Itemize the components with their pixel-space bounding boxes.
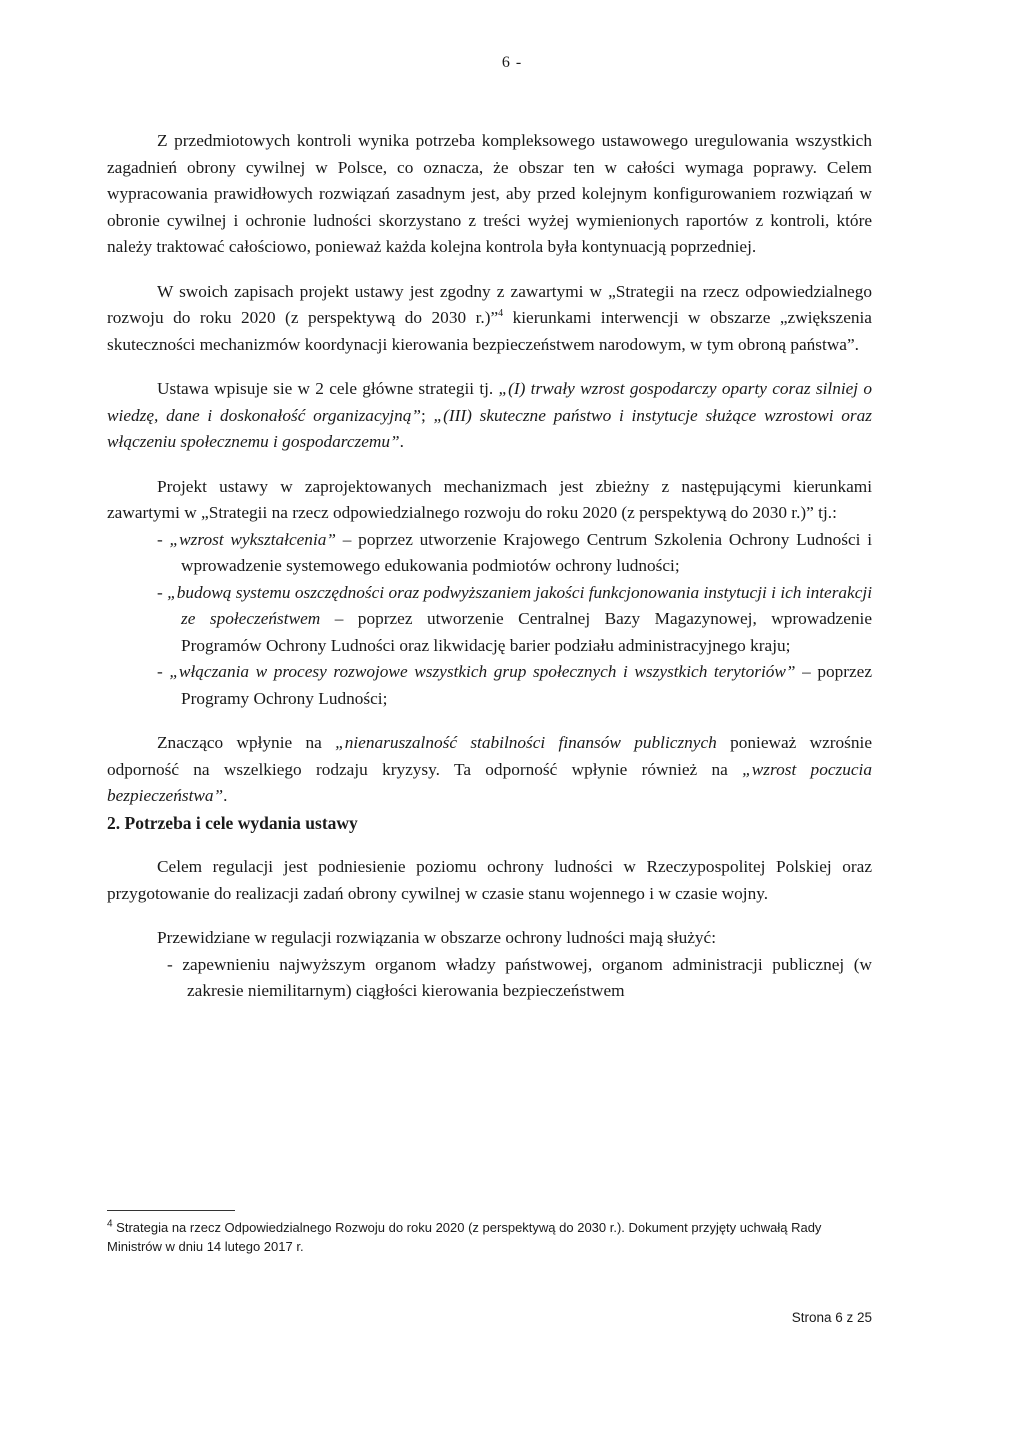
page-body [107, 128, 872, 1005]
page-footer: Strona 6 z 25 [791, 1310, 872, 1325]
paragraph-stabilnosc: Znacząco wpłynie na „nienaruszalność stabilności finansów publicznych ponieważ wzrośnie odporność na wszelkiego rodzaju kryzysy. Ta odporność wpłynie również na „wzrost poczucia bezpieczeństwa”. [107, 733, 872, 805]
footnote-text: Strategia na rzecz Odpowiedzialnego Rozwoju do roku 2020 (z perspektywą do 2030 r.). Dokument przyjęty uchwałą Rady Ministrów w dniu 14 lutego 2017 r. [107, 1220, 822, 1254]
paragraph-cele-glowne: Ustawa wpisuje sie w 2 cele główne strategii tj. „(I) trwały wzrost gospodarczy oparty coraz silniej o wiedzę, dane i doskonałość organizacyjną”; „(III) skuteczne państwo i instytucje służące wzrostowi oraz włączeniu społecznemu i gospodarczemu”. [107, 379, 873, 451]
footnote-mark: 4 [107, 1218, 113, 1230]
paragraph-kontrole: Z przedmiotowych kontroli wynika potrzeba kompleksowego ustawowego uregulowania wszystkich zagadnień obrony cywilnej w Polsce, co oznacza, że obszar ten w całości wymaga poprawy. Celem wypracowania prawidłowych rozwiązań zasadnym jest, aby przed kolejnym konfigurowaniem rozwiązań w obronie cywilnej i ochronie ludności skorzystano z treści wyżej wymienionych raportów z kontroli, które należy traktować całościowo, ponieważ każda kolejna kontrola była kontynuacją poprzedniej. [107, 131, 872, 256]
paragraph-kierunki: Projekt ustawy w zaprojektowanych mechanizmach jest zbieżny z następującymi kierunkami zawartymi w „Strategii na rzecz odpowiedzialnego rozwoju do roku 2020 (z perspektywą do 2030 r.)” tj.: [107, 476, 872, 522]
page-number-header: 6 - [501, 54, 523, 71]
list-item-ciaglosc: - zapewnieniu najwyższym organom władzy państwowej, organom administracji publicznej (w zakresie niemilitarnym) ciągłości kierowania bezpieczeństwem [167, 954, 872, 1000]
list-item-system-oszczednosci: - „budową systemu oszczędności oraz podwyższaniem jakości funkcjonowania instytucji i ich interakcji ze społeczeństwem – poprzez utworzenie Centralnej Bazy Magazynowej, wprowadzenie Programów Ochrony Ludności oraz likwidację barier podziału administracyjnego kraju; [157, 582, 873, 655]
paragraph-strategia: W swoich zapisach projekt ustawy jest zgodny z zawartymi w „Strategii na rzecz odpowiedzialnego rozwoju do roku 2020 (z perspektywą do 2030 r.)”$^4$ kierunkami interwencji w obszarze „zwiększenia skuteczności mechanizmów koordynacji kierowania bezpieczeństwem narodowym, w tym obroną państwa”. [107, 281, 872, 354]
footnote [107, 1218, 877, 1256]
footnote-reference[interactable]: 4 [498, 308, 504, 320]
section-heading: 2. Potrzeba i cele wydania ustawy [107, 812, 358, 833]
list-item-wlaczanie: - „włączania w procesy rozwojowe wszystkich grup społecznych i wszystkich terytoriów” – poprzez Programy Ochrony Ludności; [157, 662, 873, 708]
paragraph-cel-regulacji: Celem regulacji jest podniesienie poziomu ochrony ludności w Rzeczypospolitej Polskiej oraz przygotowanie do realizacji zadań obrony cywilnej w czasie stanu wojennego i w czasie wojny. [107, 857, 872, 903]
paragraph-rozwiazania: Przewidziane w regulacji rozwiązania w obszarze ochrony ludności mają służyć: [157, 928, 717, 947]
list-item-wyksztalcenie: - „wzrost wykształcenia” – poprzez utworzenie Krajowego Centrum Szkolenia Ochrony Ludności i wprowadzenie systemowego edukowania podmiotów ochrony ludności; [157, 529, 872, 575]
footnote-divider [107, 1210, 235, 1211]
